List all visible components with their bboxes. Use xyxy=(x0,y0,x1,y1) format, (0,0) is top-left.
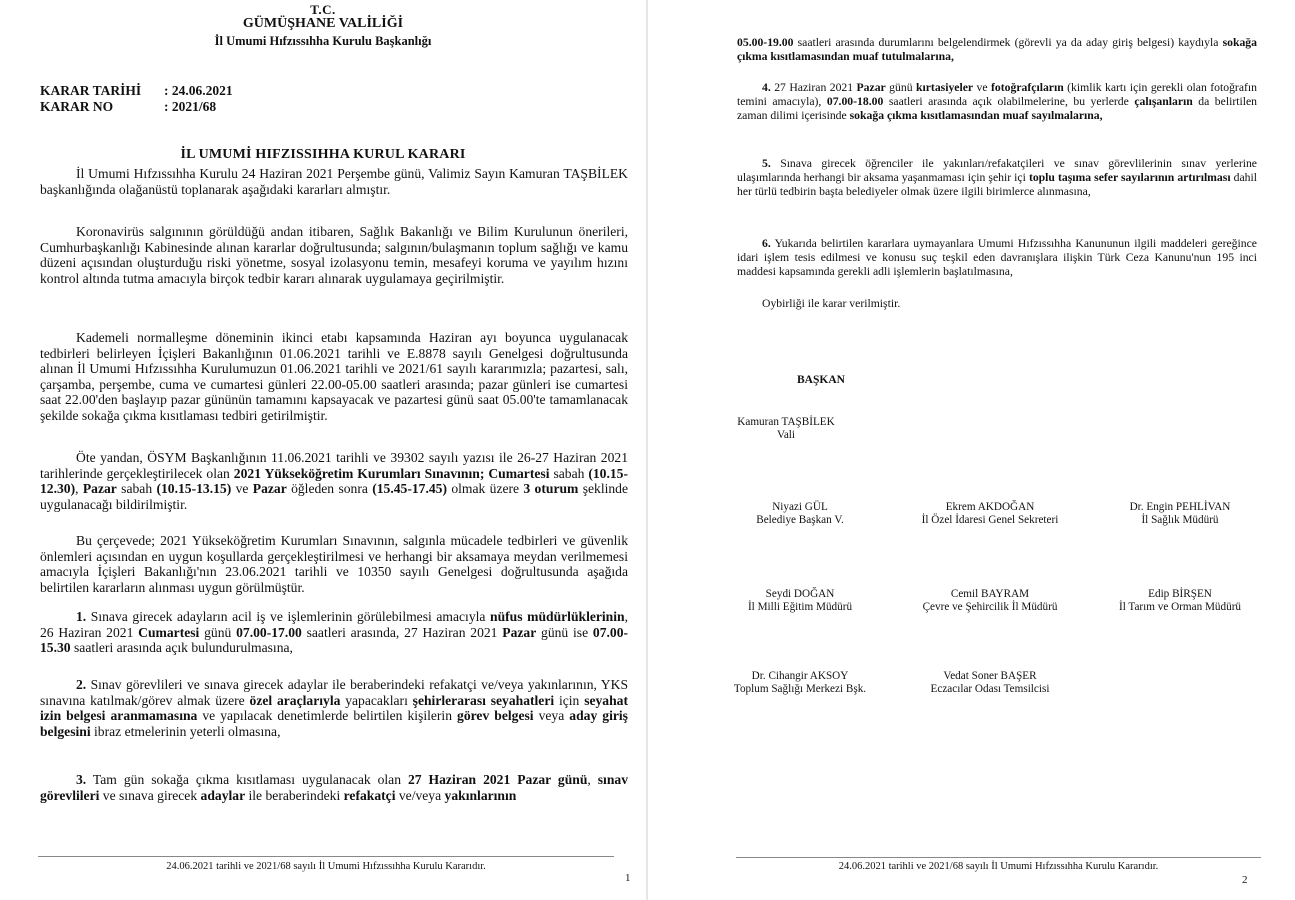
header-board: İl Umumi Hıfzıssıhha Kurulu Başkanlığı xyxy=(214,34,432,48)
item-4-bold-l: sokağa çıkma kısıtlamasından muaf sayılmalarına, xyxy=(849,109,1103,122)
item-2-text-a: Sınav görevlileri ve sınava girecek adaylar ile beraberindeki refakatçi ve/veya yakınlarının, YKS sınavına katılmak/görev almak üzere xyxy=(40,677,628,708)
signature-4 xyxy=(715,588,885,614)
signatory-name: Dr. Engin PEHLİVAN xyxy=(1129,501,1231,513)
item-5-text-c: dahil her türlü tedbirin başta belediyeler olmak üzere ilgili birimlerce alınmasına, xyxy=(737,171,1257,198)
signatory-name: Niyazi GÜL xyxy=(772,501,828,513)
p4-bold-b: 2021 Yükseköğretim Kurumları Sınavının; Cumartesi xyxy=(233,465,550,481)
item-2-bold-b: özel araçlarıyla xyxy=(249,692,341,708)
item-3-bold-d: sınav görevlileri xyxy=(40,772,628,803)
signatory-name: Dr. Cihangir AKSOY xyxy=(751,670,849,682)
signatory-name: Ekrem AKDOĞAN xyxy=(945,501,1035,513)
item-1-text-e: günü xyxy=(199,624,237,640)
signature-8 xyxy=(905,670,1075,696)
item-1-text-i: günü ise xyxy=(536,624,593,640)
signatory-name: Seydi DOĞAN xyxy=(765,588,835,600)
item-4-bold-b: Pazar xyxy=(856,81,886,94)
item-4-bold-f: fotoğrafçıların xyxy=(991,81,1064,94)
p4-text-c: sabah xyxy=(549,465,589,481)
signatory-title: İl Milli Eğitim Müdürü xyxy=(747,601,853,613)
decision-item-6 xyxy=(737,237,1257,279)
item-1-number: 1. xyxy=(76,609,87,624)
item-4-text-g: (kimlik kartı için gerekli olan fotoğrafın temini amacıyla), xyxy=(737,81,1257,108)
paragraph-normalization: Kademeli normalleşme döneminin ikinci etabı kapsamında Haziran ayı boyunca uygulanacak tedbirleri belirleyen İçişleri Bakanlığının 01.06.2021 tarihli ve E.8878 sayılı Genelgesi doğrultusunda alınan İl Umumi Hıfzıssıhha Kurulumuzun 01.06.2021 tarihli ve 2021/61 sayılı kararımızla; pazartesi, salı, çarşamba, perşembe, cuma ve cumartesi günleri 22.00-05.00 saatleri arasında; pazar günleri ise cumartesi saat 22.00'den başlayıp pazar gününün tamamını kapsayacak ve pazartesi günü saat 05.00'te tamamlanacak şekilde sokağa çıkma kısıtlaması tedbiri getirilmiştir. xyxy=(40,330,628,423)
paragraph-osym xyxy=(40,450,628,512)
signatory-name: Vedat Soner BAŞER xyxy=(943,670,1037,682)
document-title: İL UMUMİ HIFZISSIHHA KURUL KARARI xyxy=(180,147,466,162)
item-1-bold-f: 07.00-17.00 xyxy=(236,624,302,640)
paragraph-intro: İl Umumi Hıfzıssıhha Kurulu 24 Haziran 2021 Perşembe günü, Valimiz Sayın Kamuran TAŞBİLEK başkanlığında olağanüstü toplanarak aşağıdaki kararları almıştır. xyxy=(40,166,628,197)
decision-item-1 xyxy=(40,609,628,656)
item-5-bold-b: toplu taşıma sefer sayılarının artırılması xyxy=(1028,171,1231,184)
item-3-text-i: ve/veya xyxy=(395,787,445,803)
item-4-number: 4. xyxy=(762,81,771,94)
p4-bold-l: (15.45-17.45) xyxy=(372,481,447,497)
item-1-bold-b: nüfus müdürlüklerinin xyxy=(490,609,625,624)
chair-label: BAŞKAN xyxy=(797,374,845,386)
item-1-text-k: saatleri arasında açık bulundurulmasına, xyxy=(70,640,293,656)
signature-5 xyxy=(905,588,1075,614)
item-3-bold-b: 27 Haziran 2021 Pazar günü xyxy=(407,772,588,787)
decision-number-label: KARAR NO xyxy=(40,99,114,114)
signatory-title: İl Tarım ve Orman Müdürü xyxy=(1118,601,1242,613)
header-tc: T.C. xyxy=(310,2,336,17)
item-2-bold-h: görev belgesi xyxy=(457,708,534,724)
signature-7 xyxy=(715,670,885,696)
item-4-bold-h: 07.00-18.00 xyxy=(826,95,884,108)
item-3-text-a: Tam gün sokağa çıkma kısıtlaması uygulanacak olan xyxy=(86,772,408,787)
item-2-number: 2. xyxy=(76,677,87,692)
item-3-text-e: ve sınava girecek xyxy=(99,787,201,803)
item-4-text-c: günü xyxy=(885,81,916,94)
decision-date-value: : 24.06.2021 xyxy=(164,83,233,98)
item-3-number: 3. xyxy=(76,772,87,787)
p4-bold-d: (10.15-12.30) xyxy=(40,465,628,497)
item-3-bold-f: adaylar xyxy=(200,787,246,803)
signatory-title: Toplum Sağlığı Merkezi Bşk. xyxy=(733,683,867,695)
item-1-text-g: saatleri arasında, 27 Haziran 2021 xyxy=(301,624,503,640)
item-3-bold-h: refakatçi xyxy=(343,787,396,803)
p4-bold-n: 3 oturum xyxy=(523,481,579,497)
item-1-bold-d: Cumartesi xyxy=(138,624,200,640)
unanimous-statement: Oybirliği ile karar verilmiştir. xyxy=(762,297,901,310)
document-page-1 xyxy=(0,0,646,900)
signatory-name: Cemil BAYRAM xyxy=(950,588,1030,600)
item-2-bold-j: aday giriş belgesini xyxy=(40,708,628,739)
p4-bold-h: (10.15-13.15) xyxy=(156,481,232,497)
paragraph-framework: Bu çerçevede; 2021 Yükseköğretim Kurumları Sınavının, salgınla mücadele tedbirleri ve güvenlik önlemleri açısından en uygun koşullarda gerçekleştirilmesi ve herhangi bir aksamaya meydan verilmemesi amacıyla İçişleri Bakanlığı'nın 23.06.2021 tarihli ve 10350 sayılı Genelgesi doğrultusunda aşağıda belirtilen kararların alınması uygun görülmüştür. xyxy=(40,533,628,595)
decision-number-value: : 2021/68 xyxy=(164,99,217,114)
item-4-bold-d: kırtasiyeler xyxy=(916,81,974,94)
item-1-text-c: , 26 Haziran 2021 xyxy=(40,609,628,640)
item-6-number: 6. xyxy=(762,237,771,250)
p4-text-g: sabah xyxy=(116,481,157,497)
item-4-bold-j: çalışanların xyxy=(1134,95,1193,108)
decision-item-2 xyxy=(40,677,628,739)
signature-2 xyxy=(905,501,1075,527)
document-page-2 xyxy=(648,0,1294,900)
item-5-text-a: Sınava girecek öğrenciler ile yakınları/refakatçileri ve sınav görevlilerinin sınav yerlerine ulaşımlarında herhangi bir aksama yaşanmaması için şehir içi xyxy=(737,157,1257,184)
item-2-bold-f: seyahat izin belgesi aranmamasına xyxy=(40,692,628,724)
p4-text-e: , xyxy=(75,481,83,497)
p4-text-a: Öte yandan, ÖSYM Başkanlığının 11.06.2021 tarihli ve 39302 sayılı yazısı ile 26-27 Haziran 2021 tarihlerinde gerçekleştirilecek olan xyxy=(40,450,628,481)
signature-1 xyxy=(715,501,885,527)
signature-6 xyxy=(1095,588,1265,614)
signatory-title: Çevre ve Şehircilik İl Müdürü xyxy=(922,601,1058,613)
item-3-text-g: ile beraberindeki xyxy=(245,787,344,803)
item-1-bold-h: Pazar xyxy=(502,624,537,640)
item-2-text-g: ve yapılacak denetimlerde belirtilen kişilerin xyxy=(197,708,458,724)
signature-3 xyxy=(1095,501,1265,527)
signatory-title: Eczacılar Odası Temsilcisi xyxy=(930,683,1050,695)
item-4-text-e: ve xyxy=(973,81,992,94)
page-footer: 24.06.2021 tarihli ve 2021/68 sayılı İl Umumi Hıfzıssıhha Kurulu Kararıdır. xyxy=(838,861,1159,872)
item-2-text-i: veya xyxy=(533,708,570,724)
p4-text-o: şeklinde uygulanacağı bildirilmiştir. xyxy=(40,481,629,512)
item-4-text-i: saatleri arasında açık olabilmelerine, bu yerlerde xyxy=(883,95,1135,108)
decision-number xyxy=(40,99,216,115)
decision-item-3-continued xyxy=(737,36,1257,64)
decision-date-label: KARAR TARİHİ xyxy=(40,83,142,98)
p4-text-m: olmak üzere xyxy=(447,481,524,497)
footer-divider xyxy=(38,856,614,857)
paragraph-background: Koronavirüs salgınının görüldüğü andan itibaren, Sağlık Bakanlığı ve Bilim Kurulunun önerileri, Cumhurbaşkanlığı Kabinesinde alınan kararlar doğrultusunda; salgının/bulaşmanın toplum sağlığı ve kamu düzeni açısından oluşturduğu riski yönetme, sosyal izolasyonu temin, mesafeyi koruma ve yayılım hızını kontrol altında tutma amacıyla birçok tedbir kararı alınarak uygulamaya geçirilmiştir. xyxy=(40,224,628,286)
item-1-text-a: Sınava girecek adayların acil iş ve işlemlerinin görülebilmesi amacıyla xyxy=(86,609,491,624)
signatory-title: İl Özel İdaresi Genel Sekreteri xyxy=(921,514,1059,526)
item-3-text-c: , xyxy=(587,772,598,787)
p4-text-i: ve xyxy=(231,481,253,497)
item-4-text-k: da belirtilen zaman dilimi içerisinde xyxy=(737,95,1257,122)
p4-bold-j: Pazar xyxy=(252,481,287,497)
item-3-bold-j: yakınlarının xyxy=(444,787,517,803)
signature-chair xyxy=(701,416,871,442)
signatory-title: Belediye Başkan V. xyxy=(756,514,844,526)
item-3-cont-text-b: saatleri arasında durumlarını belgelendirmek (görevli ya da aday giriş belgesi) kaydıyla xyxy=(793,36,1223,49)
p4-bold-f: Pazar xyxy=(82,481,117,497)
decision-item-3 xyxy=(40,772,628,803)
p4-text-k: öğleden sonra xyxy=(286,481,373,497)
signatory-title: İl Sağlık Müdürü xyxy=(1141,514,1219,526)
item-3-cont-bold-c: sokağa çıkma kısıtlamasından muaf tutulmalarına, xyxy=(737,36,1257,63)
page-number: 1 xyxy=(625,872,631,884)
signatory-name: Kamuran TAŞBİLEK xyxy=(737,416,835,428)
decision-date xyxy=(40,83,233,99)
page-number: 2 xyxy=(1242,874,1248,886)
footer-divider xyxy=(736,857,1261,858)
item-3-cont-bold-a: 05.00-19.00 xyxy=(737,36,794,49)
decision-item-5 xyxy=(737,157,1257,199)
signatory-name: Edip BİRŞEN xyxy=(1148,588,1212,600)
decision-item-4 xyxy=(737,81,1257,123)
item-5-number: 5. xyxy=(762,157,771,170)
item-2-text-e: için xyxy=(554,692,585,708)
item-6-text-a: Yukarıda belirtilen kararlara uymayanlara Umumi Hıfzıssıhha Kanununun ilgili maddeleri gereğince idari işlem tesis edilmesi ve konusu suç teşkil eden davranışlara ilişkin Türk Ceza Kanunu'nun 195 inci maddesi kapsamında gerekli adli işlemlerin başlatılmasına, xyxy=(737,237,1257,278)
signatory-title: Vali xyxy=(776,429,796,441)
page-footer: 24.06.2021 tarihli ve 2021/68 sayılı İl Umumi Hıfzıssıhha Kurulu Kararıdır. xyxy=(166,861,486,872)
item-4-text-a: 27 Haziran 2021 xyxy=(770,81,857,94)
item-2-text-k: ibraz etmelerinin yeterli olmasına, xyxy=(90,723,281,739)
item-2-bold-d: şehirlerarası seyahatleri xyxy=(412,692,555,708)
item-2-text-c: yapacakları xyxy=(340,692,413,708)
header-governorship: GÜMÜŞHANE VALİLİĞİ xyxy=(242,16,404,31)
item-1-bold-j: 07.00-15.30 xyxy=(40,624,629,656)
